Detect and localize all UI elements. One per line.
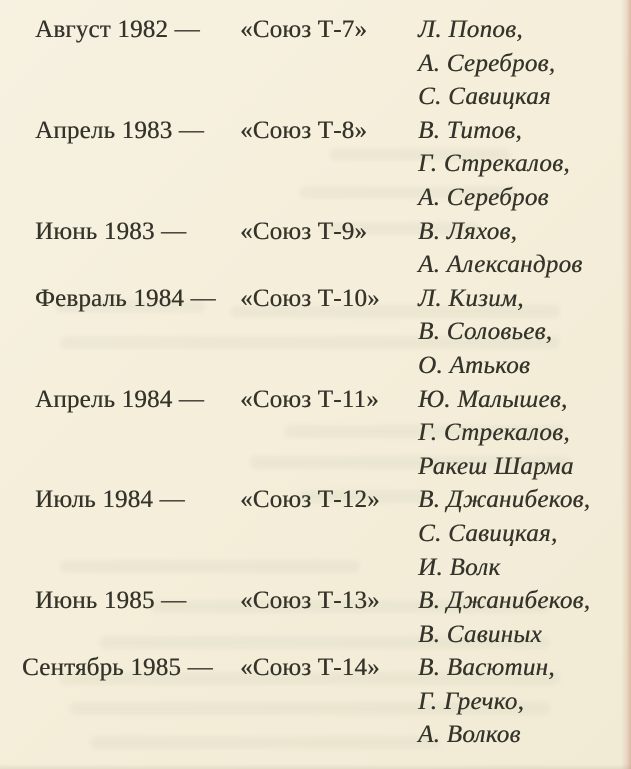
mission-date: Сентябрь 1985 — [22,654,213,682]
crew-member: А. Александров [418,251,583,279]
mission-row [0,114,631,215]
mission-date: Апрель 1983 — [35,116,205,144]
mission-row [0,584,631,651]
crew-member: В. Соловьев, [418,318,553,346]
crew-member: В. Ляхов, [418,217,518,245]
crew-member: С. Савицкая [418,83,551,111]
mission-date: Июнь 1983 — [35,217,187,245]
mission-crew [418,282,631,383]
crew-member: В. Джанибеков, [418,486,591,514]
mission-date: Июнь 1985 — [35,587,187,615]
mission-ship: «Союз Т-11» [240,385,379,413]
mission-crew [418,215,631,282]
mission-row [0,651,631,752]
mission-crew [418,483,631,584]
crew-member: О. Атьков [418,351,531,379]
crew-member: В. Савиных [418,620,542,648]
mission-crew [418,383,631,484]
crew-member: Л. Кизим, [418,284,524,312]
crew-member: С. Савицкая, [418,519,558,547]
mission-ship: «Союз Т-8» [240,116,368,144]
mission-ship: «Союз Т-14» [240,654,380,682]
crew-member: Г. Стрекалов, [418,150,570,178]
mission-row [0,215,631,282]
mission-ship: «Союз Т-7» [240,16,368,43]
mission-crew [418,584,631,651]
crew-member: А. Серебров [418,183,549,211]
crew-member: Г. Гречко, [418,687,525,715]
mission-row [0,383,631,484]
crew-member: В. Васютин, [418,654,555,682]
mission-date: Август 1982 — [35,16,200,43]
mission-row [0,282,631,383]
crew-member: Ракеш Шарма [418,452,574,480]
crew-member: В. Титов, [418,116,522,144]
mission-ship: «Союз Т-12» [240,486,380,514]
mission-row [0,13,631,114]
mission-date: Июль 1984 — [35,486,185,514]
mission-row [0,483,631,584]
crew-member: Л. Попов, [418,16,523,43]
page-edge-bottom [0,764,631,769]
crew-member: Г. Стрекалов, [418,419,570,447]
mission-crew [418,651,631,752]
crew-member: Ю. Малышев, [418,385,568,413]
mission-date: Февраль 1984 — [35,284,216,312]
mission-date: Апрель 1984 — [35,385,205,413]
mission-crew [418,13,631,114]
crew-member: И. Волк [418,553,501,581]
mission-ship: «Союз Т-13» [240,587,380,615]
crew-member: В. Джанибеков, [418,587,591,615]
crew-member: А. Волков [418,721,521,749]
mission-ship: «Союз Т-10» [240,284,380,312]
mission-crew [418,114,631,215]
crew-member: А. Серебров, [418,49,556,77]
mission-ship: «Союз Т-9» [240,217,368,245]
